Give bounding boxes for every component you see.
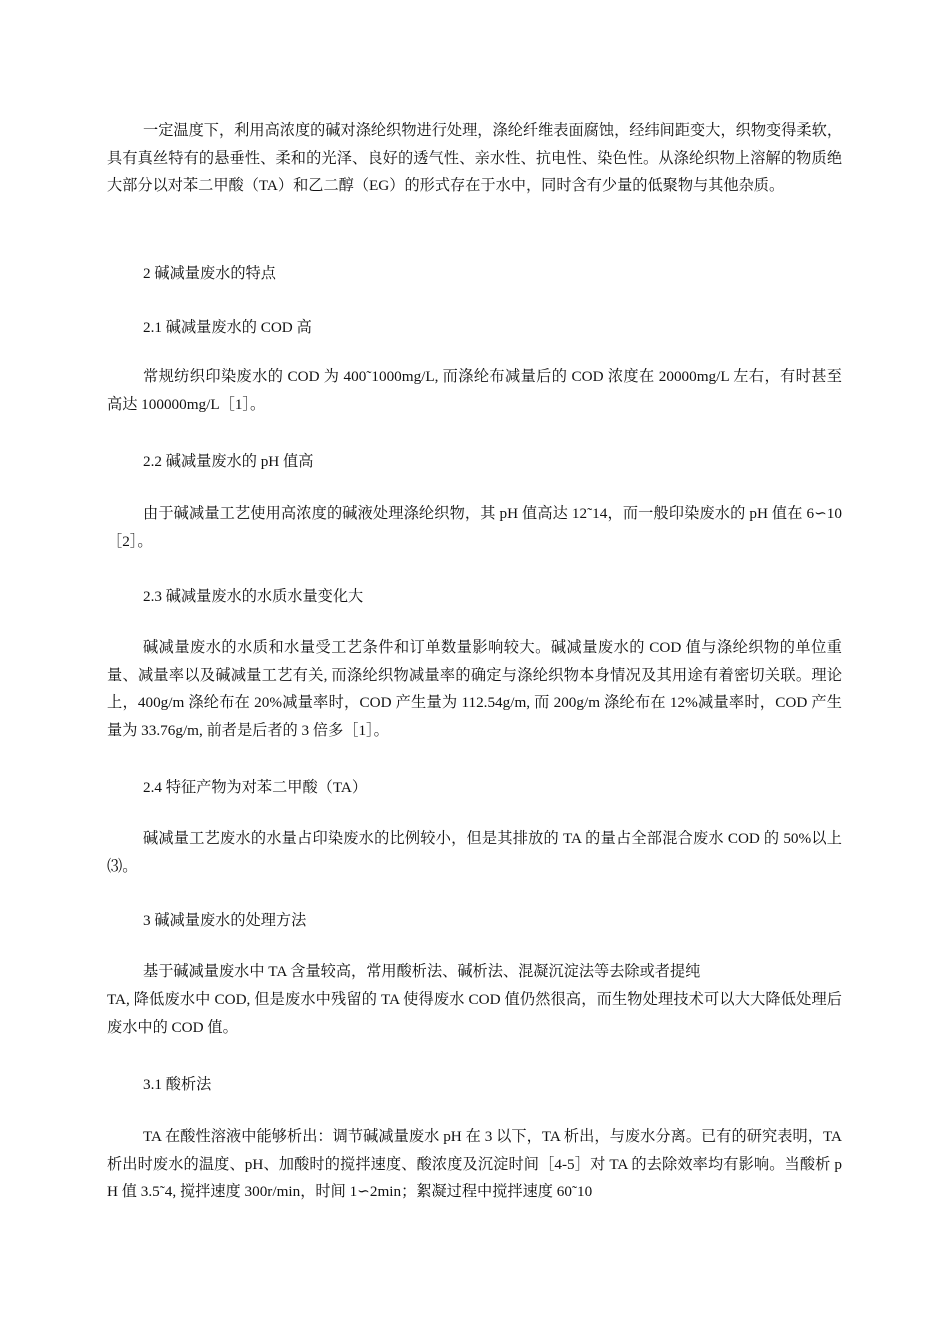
section-3-paragraph-rest: TA, 降低废水中 COD, 但是废水中残留的 TA 使得废水 COD 值仍然很高，而生物处理技术可以大大降低处理后废水中的 COD 值。 [107, 991, 842, 1036]
section-2-3-heading: 2.3 碱减量废水的水质水量变化大 [143, 588, 364, 605]
section-2-4-paragraph: 碱减量工艺废水的水量占印染废水的比例较小，但是其排放的 TA 的量占全部混合废水 COD 的 50%以上⑶。 [107, 830, 842, 875]
section-2-2-paragraph: 由于碱减量工艺使用高浓度的碱液处理涤纶织物，其 pH 值高达 12˜14，而一般印染废水的 pH 值在 6∽10［2］。 [107, 505, 842, 550]
section-2-1-heading: 2.1 碱减量废水的 COD 高 [143, 319, 312, 336]
section-3-1-paragraph: TA 在酸性溶液中能够析出：调节碱减量废水 pH 在 3 以下，TA 析出，与废水分离。已有的研究表明，TA 析出时废水的温度、pH、加酸时的搅拌速度、酸浓度及沉淀时间［4-5］对 TA 的去除效率均有影响。当酸析 pH 值 3.5˜4, 搅拌速度 300r/min，时间 1∽2min；絮凝过程中搅拌速度 60˜10 [107, 1128, 842, 1200]
section-2-2-heading: 2.2 碱减量废水的 pH 值高 [143, 453, 314, 470]
section-3-heading: 3 碱减量废水的处理方法 [143, 912, 307, 929]
section-2-heading: 2 碱减量废水的特点 [143, 265, 276, 282]
section-2-3-paragraph: 碱减量废水的水质和水量受工艺条件和订单数量影响较大。碱减量废水的 COD 值与涤纶织物的单位重量、减量率以及碱减量工艺有关, 而涤纶织物减量率的确定与涤纶织物本身情况及其用途有着密切关联。理论上，400g/m 涤纶布在 20%减量率时，COD 产生量为 112.54g/m, 而 200g/m 涤纶布在 12%减量率时，COD 产生量为 33.76g/m, 前者是后者的 3 倍多［1］。 [107, 639, 842, 739]
section-2-1-paragraph: 常规纺织印染废水的 COD 为 400˜1000mg/L, 而涤纶布减量后的 COD 浓度在 20000mg/L 左右，有时甚至高达 100000mg/L［1］。 [107, 368, 842, 413]
intro-paragraph: 一定温度下，利用高浓度的碱对涤纶织物进行处理，涤纶纤维表面腐蚀，经纬间距变大，织物变得柔软，具有真丝特有的悬垂性、柔和的光泽、良好的透气性、亲水性、抗电性、染色性。从涤纶织物上溶解的物质绝大部分以对苯二甲酸（TA）和乙二醇（EG）的形式存在于水中，同时含有少量的低聚物与其他杂质。 [107, 122, 842, 194]
section-2-4-heading: 2.4 特征产物为对苯二甲酸（TA） [143, 779, 368, 796]
section-3-paragraph-line1: 基于碱减量废水中 TA 含量较高，常用酸析法、碱析法、混凝沉淀法等去除或者提纯 [143, 963, 701, 980]
section-3-1-heading: 3.1 酸析法 [143, 1076, 212, 1093]
